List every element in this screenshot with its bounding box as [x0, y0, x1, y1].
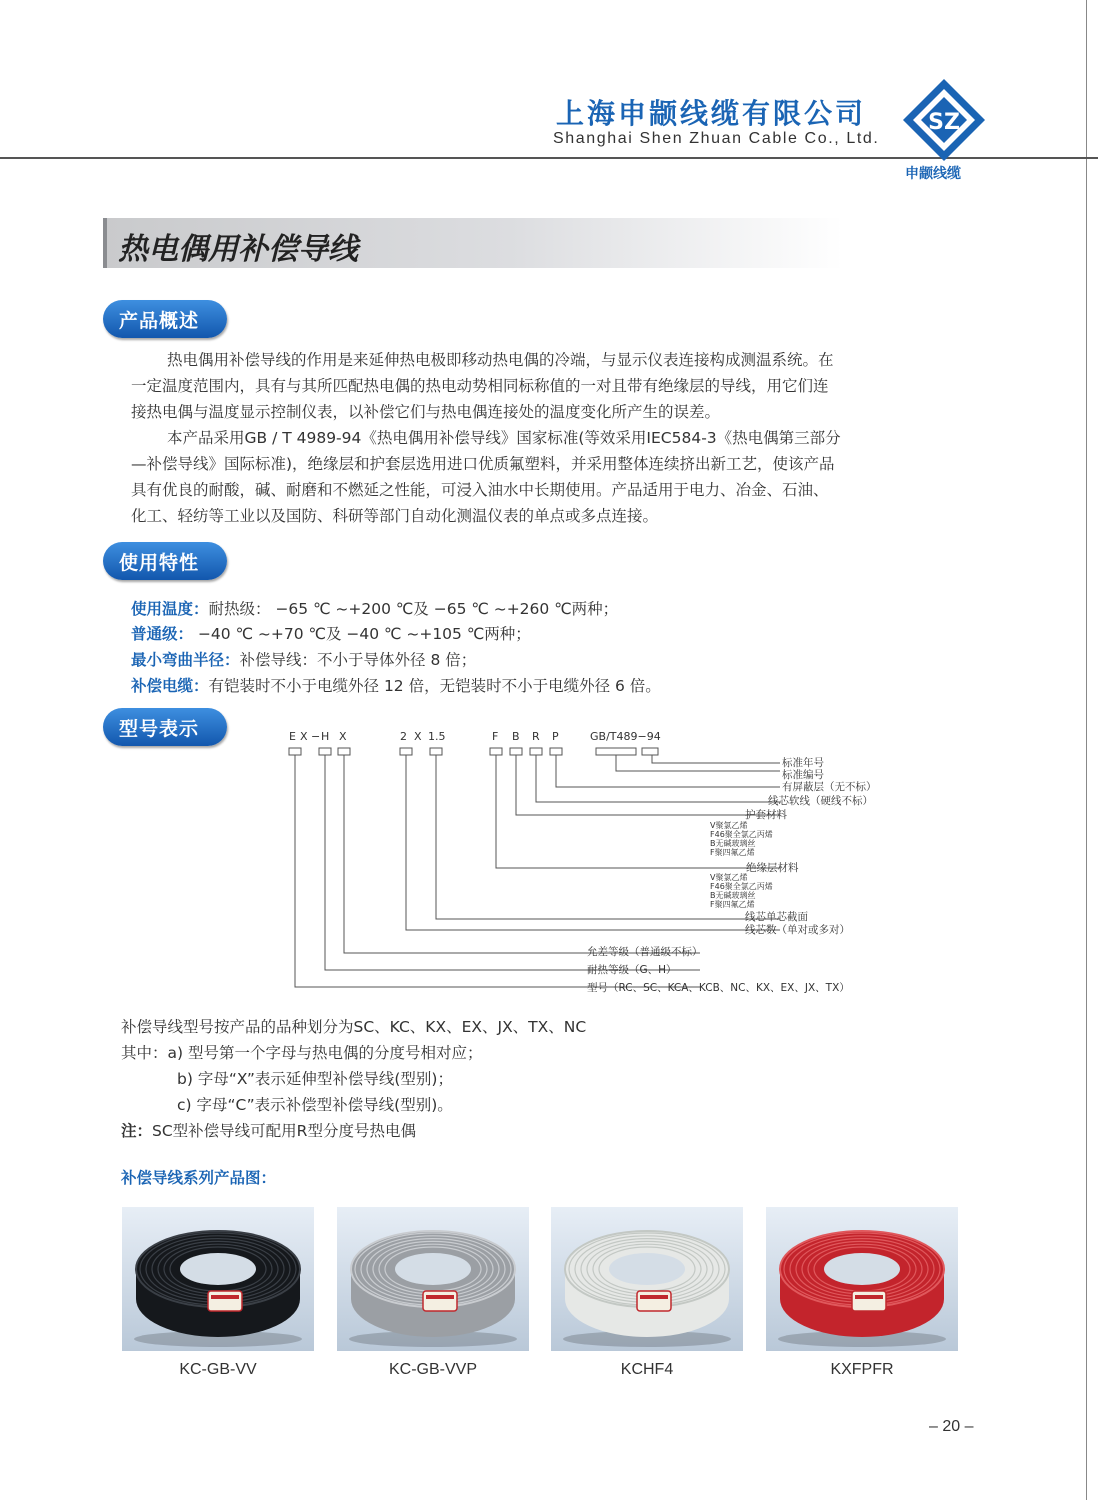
- code-standard: GB/T489−94: [590, 730, 661, 743]
- code-p: P: [552, 730, 559, 743]
- feature-item: [131, 597, 618, 619]
- company-name-en: Shanghai Shen Zhuan Cable Co., Ltd.: [553, 130, 880, 147]
- code-x: X: [300, 730, 308, 743]
- feature-text: 有铠装时不小于电缆外径 12 倍，无铠装时不小于电缆外径 6 倍。: [208, 677, 661, 695]
- product-label: KC-GB-VV: [179, 1361, 257, 1378]
- overview-line-1: 热电偶用补偿导线的作用是来延伸热电极即移动热电偶的冷端，与显示仪表连接构成测温系统。在: [167, 351, 834, 369]
- logo-caption: 申颛线缆: [905, 166, 961, 182]
- label-sheath-f46: F46聚全氯乙丙烯: [710, 830, 773, 839]
- label-insul-f: F聚四氟乙烯: [710, 900, 755, 909]
- product-label: KC-GB-VVP: [388, 1361, 477, 1378]
- overview-line-3: 接热电偶与温度显示控制仪表，以补偿它们与热电偶连接处的温度变化所产生的误差。: [131, 403, 721, 421]
- page-number: – 20 –: [929, 1418, 974, 1435]
- label-core-cross-section: 线芯单芯截面: [745, 911, 808, 923]
- code-f: F: [492, 730, 499, 743]
- overview-line-2: 一定温度范围内，具有与其所匹配热电偶的热电动势相同标称值的一对且带有绝缘层的导线，用它们连: [131, 377, 829, 395]
- company-logo-icon: [901, 77, 987, 163]
- feature-text: 补偿导线：不小于导体外径 8 倍；: [239, 651, 477, 669]
- title-bar-accent: [103, 218, 107, 268]
- product-label: KXFPFR: [830, 1361, 894, 1378]
- model-note-line: c) 字母“C”表示补偿型补偿导线(型别)。: [177, 1096, 453, 1114]
- label-insulation: 绝缘层材料: [746, 862, 799, 874]
- label-sheath-v: V聚氯乙烯: [710, 821, 748, 830]
- label-tolerance: 允差等级（普通级不标）: [587, 946, 703, 958]
- label-type: 型号（RC、SC、KCA、KCB、NC、KX、EX、JX、TX）: [587, 982, 850, 994]
- section-heading-overview: 产品概述: [103, 300, 227, 338]
- label-sheath-b: B无碱玻璃丝: [710, 839, 756, 848]
- logo-letters: SZ: [928, 110, 960, 135]
- overview-line-5: —补偿导线》国际标准)，绝缘层和护套层选用进口优质氟塑料，并采用整体连续挤出新工艺，使该产品: [131, 455, 835, 473]
- code-x-ext: X: [339, 730, 347, 743]
- code-h: H: [321, 730, 330, 743]
- label-insul-b: B无碱玻璃丝: [710, 891, 756, 900]
- company-name-cn: 上海申颛线缆有限公司: [556, 97, 867, 130]
- feature-item: [131, 648, 476, 670]
- cable-coil-image: [551, 1207, 743, 1351]
- feature-item: [131, 622, 531, 644]
- code-r: R: [532, 730, 540, 743]
- code-cross-section: 1.5: [428, 730, 446, 743]
- footnote-label: 注：: [121, 1122, 153, 1140]
- section-heading-model: 型号表示: [103, 708, 227, 746]
- label-std-no: 标准编号: [782, 769, 824, 781]
- page-title: 热电偶用补偿导线: [118, 232, 358, 267]
- label-core-count: 线芯数（单对或多对）: [745, 924, 850, 936]
- cable-coil-image: [337, 1207, 529, 1351]
- feature-text: 耐热级： −65 ℃ ~+200 ℃及 −65 ℃ ~+260 ℃两种；: [208, 600, 619, 618]
- overview-line-4: 本产品采用GB / T 4989-94《热电偶用补偿导线》国家标准(等效采用IEC584-3《热电偶第三部分: [167, 429, 841, 447]
- feature-label: 补偿电缆：: [131, 677, 209, 695]
- feature-label: 使用温度：: [131, 600, 209, 618]
- label-soft-core: 线芯软线（硬线不标）: [768, 795, 873, 807]
- feature-label: 最小弯曲半径：: [131, 651, 240, 669]
- model-footnote: [121, 1118, 416, 1144]
- product-label: KCHF4: [620, 1361, 674, 1378]
- model-note-line: 其中：a) 型号第一个字母与热电偶的分度号相对应；: [121, 1044, 483, 1062]
- label-sheath: 护套材料: [745, 809, 787, 821]
- label-shield: 有屏蔽层（无不标）: [782, 781, 877, 793]
- code-e: E: [289, 730, 296, 743]
- feature-item: [131, 674, 661, 696]
- label-std-year: 标准年号: [782, 757, 824, 769]
- code-b: B: [512, 730, 520, 743]
- cable-coil-image: [766, 1207, 958, 1351]
- model-note-line: 补偿导线型号按产品的品种划分为SC、KC、KX、EX、JX、TX、NC: [121, 1018, 587, 1036]
- products-heading: 补偿导线系列产品图：: [121, 1169, 277, 1187]
- model-note-line: b) 字母“X”表示延伸型补偿导线(型别)；: [177, 1070, 453, 1088]
- code-times: X: [414, 730, 422, 743]
- page-border-line: [1086, 0, 1087, 1500]
- code-core-count: 2: [400, 730, 407, 743]
- feature-text: −40 ℃ ~+70 ℃及 −40 ℃ ~+105 ℃两种；: [193, 625, 531, 643]
- label-insul-f46: F46聚全氯乙丙烯: [710, 882, 773, 891]
- label-heat-grade: 耐热等级（G、H）: [587, 964, 677, 976]
- cable-coil-image: [122, 1207, 314, 1351]
- model-designation-diagram: [280, 725, 920, 1000]
- overview-line-7: 化工、轻纺等工业以及国防、科研等部门自动化测温仪表的单点或多点连接。: [131, 507, 659, 525]
- code-dash: −: [311, 730, 321, 743]
- overview-line-6: 具有优良的耐酸，碱、耐磨和不燃延之性能，可浸入油水中长期使用。产品适用于电力、冶金、石油、: [131, 481, 829, 499]
- feature-label: 普通级：: [131, 625, 194, 643]
- label-sheath-f: F聚四氟乙烯: [710, 848, 755, 857]
- label-insul-v: V聚氯乙烯: [710, 873, 748, 882]
- footnote-text: SC型补偿导线可配用R型分度号热电偶: [152, 1122, 416, 1140]
- section-heading-features: 使用特性: [103, 542, 227, 580]
